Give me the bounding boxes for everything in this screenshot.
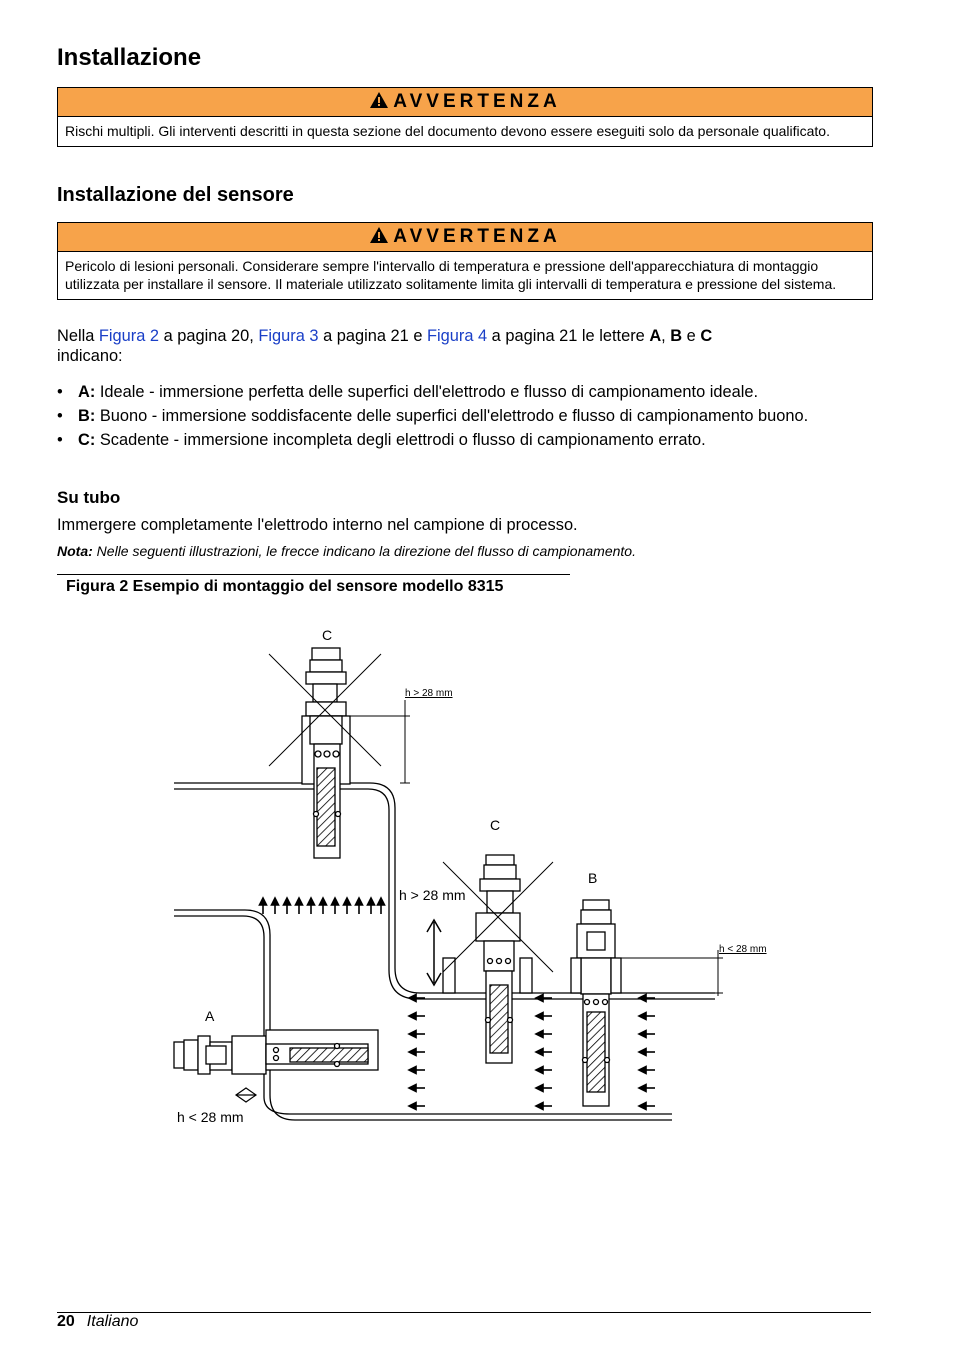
dimension-label-right: h < 28 mm [719,944,767,955]
letter-c: C [700,327,713,345]
label-b: B [588,870,598,886]
flow-arrows-up [263,901,381,914]
item-text: Ideale - immersione perfetta delle superfici dell'elettrodo e flusso di campionamento ideale. [95,383,759,401]
label-a: A [205,1008,215,1024]
intro-text: a pagina 20, [159,327,259,345]
intro-text: e [682,327,701,345]
footer-language: Italiano [86,1313,139,1330]
note-text: Nelle seguenti illustrazioni, le frecce indicano la direzione del flusso di campionamento. [92,543,636,559]
subsection-title: Su tubo [57,488,121,507]
depth-indicator-icon [236,1088,256,1102]
item-text: Scadente - immersione incompleta degli elettrodi o flusso di campionamento errato. [95,431,706,449]
figure-caption: Figura 2 Esempio di montaggio del sensore modello 8315 [66,578,504,595]
bullet-mark: • [57,431,63,449]
label-c-top: C [322,627,333,643]
intro-paragraph [57,326,857,366]
figure-3-link[interactable]: Figura 3 [258,327,319,345]
note-label: Nota: [57,543,93,559]
page-number: 20 [57,1313,75,1330]
letter-b: B [670,327,683,345]
label-c-middle: C [490,817,501,833]
dimension-label-middle: h > 28 mm [399,887,466,903]
warning-text: Pericolo di lesioni personali. Considerare sempre l'intervallo di temperatura e pressione dell'apparecchiatura di montaggio utilizzata per installare il sensore. Il materiale utilizzato solitamente limita gli intervalli di temperatura e pressione del sistema. [65,258,837,292]
item-label: B: [78,407,96,425]
warning-header [58,88,872,117]
warning-triangle-icon [369,91,389,109]
height-double-arrow [427,920,441,985]
list-item [57,406,847,426]
warning-triangle-icon [369,226,389,244]
warning-heading: AVVERTENZA [393,91,561,112]
intro-text: a pagina 21 e [318,327,427,345]
intro-text: , [661,327,671,345]
warning-box-general [57,87,873,147]
flow-arrows-left [412,998,655,1106]
page-title: Installazione [57,44,202,71]
figure-caption-rule [57,574,570,575]
intro-text: Nella [57,327,99,345]
rating-list [57,382,847,454]
warning-text: Rischi multipli. Gli interventi descritti in questa sezione del documento devono essere eseguiti solo da personale qualificato. [65,123,830,139]
bullet-mark: • [57,383,63,401]
sensor-b [571,900,723,1106]
footer-rule [57,1312,871,1313]
page-footer [57,1313,138,1331]
list-item [57,382,847,402]
sensor-a [174,1030,378,1074]
dimension-label-top: h > 28 mm [405,688,453,699]
item-text: Buono - immersione soddisfacente delle superfici dell'elettrodo e flusso di campionamento buono. [95,407,809,425]
section-title: Installazione del sensore [57,184,294,206]
figure-2-link[interactable]: Figura 2 [98,327,160,345]
intro-text: a pagina 21 le lettere [487,327,650,345]
intro-text: indicano: [57,347,123,365]
body-paragraph: Immergere completamente l'elettrodo interno nel campione di processo. [57,516,578,534]
sensor-mounting-diagram [0,600,954,1160]
item-label: C: [78,431,96,449]
note [57,543,636,559]
letter-a: A [649,327,662,345]
bullet-mark: • [57,407,63,425]
figure-4-link[interactable]: Figura 4 [426,327,488,345]
item-label: A: [78,383,96,401]
warning-heading: AVVERTENZA [393,226,561,247]
dimension-label-a: h < 28 mm [177,1109,244,1125]
list-item [57,430,847,450]
warning-header [58,223,872,252]
warning-box-sensor [57,222,873,300]
